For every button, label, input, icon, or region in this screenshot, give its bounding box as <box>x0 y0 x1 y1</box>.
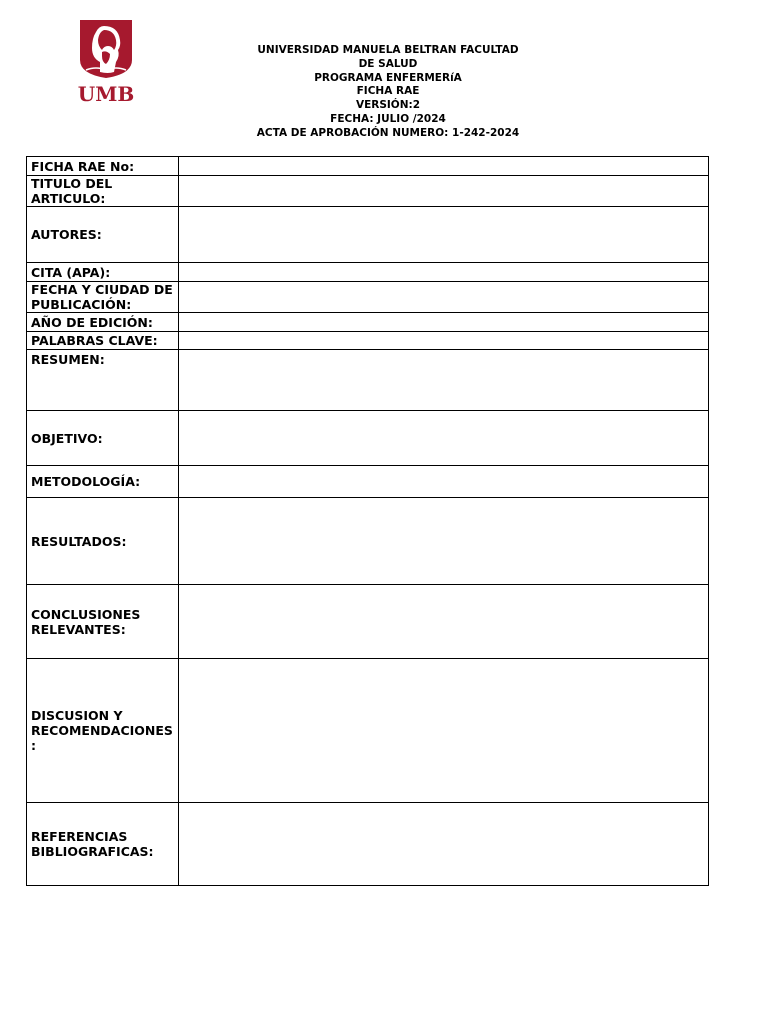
table-row <box>27 176 709 207</box>
table-row <box>27 350 709 411</box>
field-value-palabras-clave[interactable] <box>179 332 709 350</box>
field-value-autores[interactable] <box>179 207 709 263</box>
table-row <box>27 207 709 263</box>
table-row <box>27 498 709 585</box>
field-value-resumen[interactable] <box>179 350 709 411</box>
table-row <box>27 659 709 803</box>
field-label-objetivo: OBJETIVO: <box>27 411 179 466</box>
document-header <box>248 44 528 141</box>
table-row <box>27 332 709 350</box>
header-version: VERSIÓN:2 <box>355 99 421 112</box>
field-label-cita-apa: CITA (APA): <box>27 263 179 282</box>
table-row <box>27 282 709 313</box>
field-value-referencias[interactable] <box>179 803 709 886</box>
field-value-resultados[interactable] <box>179 498 709 585</box>
logo-text: UMB <box>77 82 135 104</box>
header-institution: UNIVERSIDAD MANUELA BELTRAN FACULTAD DE SALUD <box>257 44 519 70</box>
field-label-titulo: TITULO DEL ARTICULO: <box>27 176 179 207</box>
header-program: PROGRAMA ENFERMERíA <box>314 71 462 84</box>
header-form-name: FICHA RAE <box>356 85 420 98</box>
umb-logo <box>74 16 138 104</box>
field-label-referencias: REFERENCIAS BIBLIOGRAFICAS: <box>27 803 179 886</box>
field-value-fecha-ciudad[interactable] <box>179 282 709 313</box>
field-label-resumen: RESUMEN: <box>27 350 179 411</box>
table-row <box>27 263 709 282</box>
table-row <box>27 466 709 498</box>
field-label-autores: AUTORES: <box>27 207 179 263</box>
table-row <box>27 585 709 659</box>
field-label-discusion: DISCUSION Y RECOMENDACIONES: <box>27 659 179 803</box>
field-label-conclusiones: CONCLUSIONES RELEVANTES: <box>27 585 179 659</box>
table-row <box>27 803 709 886</box>
field-value-metodologia[interactable] <box>179 466 709 498</box>
field-value-discusion[interactable] <box>179 659 709 803</box>
field-label-resultados: RESULTADOS: <box>27 498 179 585</box>
field-label-ficha-rae-no: FICHA RAE No: <box>27 157 179 176</box>
field-label-metodologia: METODOLOGÍA: <box>27 466 179 498</box>
rae-form-table <box>26 156 709 886</box>
field-label-ano-edicion: AÑO DE EDICIÓN: <box>27 313 179 332</box>
table-row <box>27 411 709 466</box>
field-label-fecha-ciudad: FECHA Y CIUDAD DE PUBLICACIÓN: <box>27 282 179 313</box>
table-row <box>27 313 709 332</box>
field-value-cita-apa[interactable] <box>179 263 709 282</box>
table-row <box>27 157 709 176</box>
field-label-palabras-clave: PALABRAS CLAVE: <box>27 332 179 350</box>
field-value-ficha-rae-no[interactable] <box>179 157 709 176</box>
field-value-titulo[interactable] <box>179 176 709 207</box>
header-approval-act: ACTA DE APROBACIÓN NUMERO: 1-242-2024 <box>256 126 520 139</box>
field-value-ano-edicion[interactable] <box>179 313 709 332</box>
field-value-objetivo[interactable] <box>179 411 709 466</box>
field-value-conclusiones[interactable] <box>179 585 709 659</box>
header-date: FECHA: JULIO /2024 <box>330 112 446 125</box>
